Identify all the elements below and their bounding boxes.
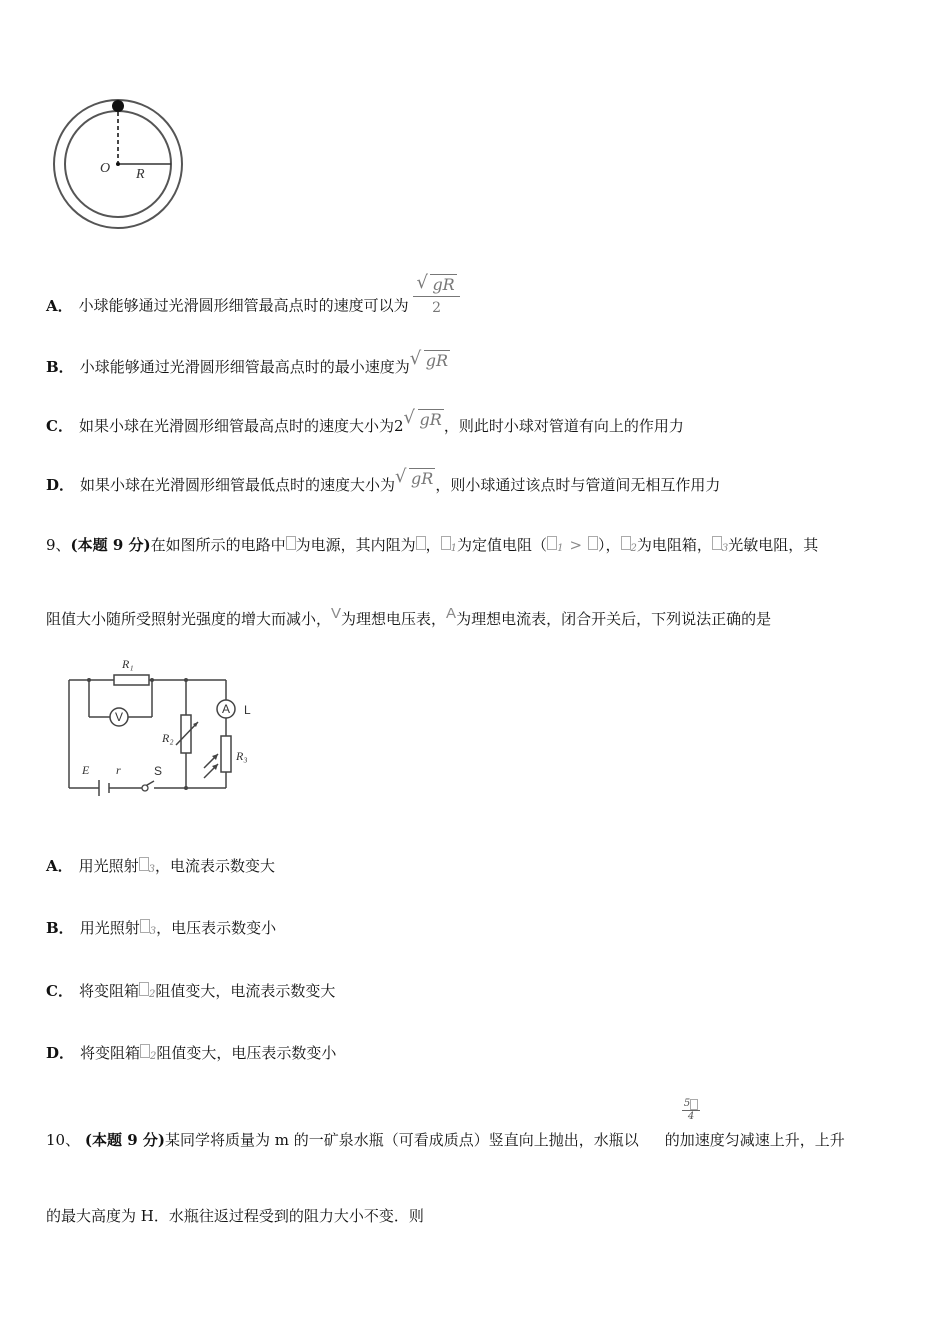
question-points: (本题 9 分) [84, 1131, 165, 1149]
q9-option-d: D． 将变阻箱 2阻值变大，电压表示数变小 [46, 1044, 337, 1062]
label-r3: R₃ [236, 749, 248, 763]
label-r2: R₂ [162, 731, 174, 745]
symbol-placeholder [139, 982, 149, 996]
symbol-placeholder [588, 536, 598, 550]
q9-stem-line1: 9、(本题 9 分)在如图所示的电路中 为电源，其内阻为 ， 1为定值电阻（ 1 > ）， 2为电阻箱， 3光敏电阻，其 [46, 536, 819, 554]
q10-stem-line2: 的最大高度为 H．水瓶往返过程受到的阻力大小不变．则 [46, 1207, 424, 1225]
q10-fraction: 5 4 [682, 1098, 700, 1123]
symbol-placeholder [547, 536, 557, 550]
radius-label: R [136, 167, 145, 182]
center-label: O [100, 161, 111, 176]
option-text: 小球能够通过光滑圆形细管最高点时的最小速度为 [79, 358, 410, 376]
fraction: √ gR 2 [413, 274, 459, 319]
ammeter-label: A [222, 702, 231, 716]
question-number: 10、 [46, 1131, 81, 1149]
q9-option-a: A． 用光照射 3，电流表示数变大 [46, 857, 276, 875]
ball [112, 100, 124, 112]
option-label: A． [46, 296, 73, 315]
circular-tube-figure [40, 92, 190, 237]
option-label: C． [46, 417, 73, 435]
label-r1: R₁ [122, 657, 134, 671]
option-label: B． [46, 358, 74, 376]
sqrt-expression: √ gR [409, 348, 448, 370]
symbol-placeholder [416, 536, 426, 550]
symbol-placeholder [140, 1044, 150, 1058]
q8-option-d: D． 如果小球在光滑圆形细管最低点时的速度大小为 √ gR ，则小球通过该点时与管道间无相互作用力 [46, 466, 721, 494]
sqrt-expression: √ gR [403, 407, 442, 429]
question-points: (本题 9 分) [70, 536, 151, 554]
symbol-placeholder [140, 919, 150, 933]
option-text: 如果小球在光滑圆形细管最低点时的速度大小为 [80, 476, 396, 494]
q8-option-a [46, 272, 460, 329]
question-number: 9、 [46, 536, 71, 554]
q9-option-c: C． 将变阻箱 2阻值变大，电流表示数变大 [46, 982, 336, 1000]
symbol-placeholder [712, 536, 722, 550]
symbol-placeholder [286, 536, 296, 550]
q9-stem-line2: 阻值大小随所受照射光强度的增大而减小，V为理想电压表，A为理想电流表，闭合开关后，下列说法正确的是 [46, 605, 772, 628]
voltmeter-label: V [115, 710, 124, 724]
q10-stem-line1: 10、 (本题 9 分)某同学将质量为 m 的一矿泉水瓶（可看成质点）竖直向上抛出，水瓶以 的加速度匀减速上升，上升 [46, 1131, 845, 1149]
label-l: L [244, 703, 251, 717]
q8-option-c: C． 如果小球在光滑圆形细管最高点时的速度大小为2 √ gR ，则此时小球对管道有向上的作用力 [46, 407, 684, 435]
option-text: 小球能够通过光滑圆形细管最高点时的速度可以为 [78, 296, 409, 315]
option-label: D． [46, 476, 75, 494]
label-s: S [154, 764, 163, 778]
symbol-placeholder [139, 857, 149, 871]
label-e: E [82, 763, 90, 777]
q9-option-b: B． 用光照射 3，电压表示数变小 [46, 919, 277, 937]
symbol-placeholder [621, 536, 631, 550]
symbol-placeholder [441, 536, 451, 550]
circuit-diagram [64, 650, 264, 805]
option-text: 如果小球在光滑圆形细管最高点时的速度大小为 [78, 417, 394, 435]
sqrt-expression: √ gR [395, 466, 434, 488]
q8-option-b [46, 348, 450, 378]
label-r: r [116, 763, 121, 777]
